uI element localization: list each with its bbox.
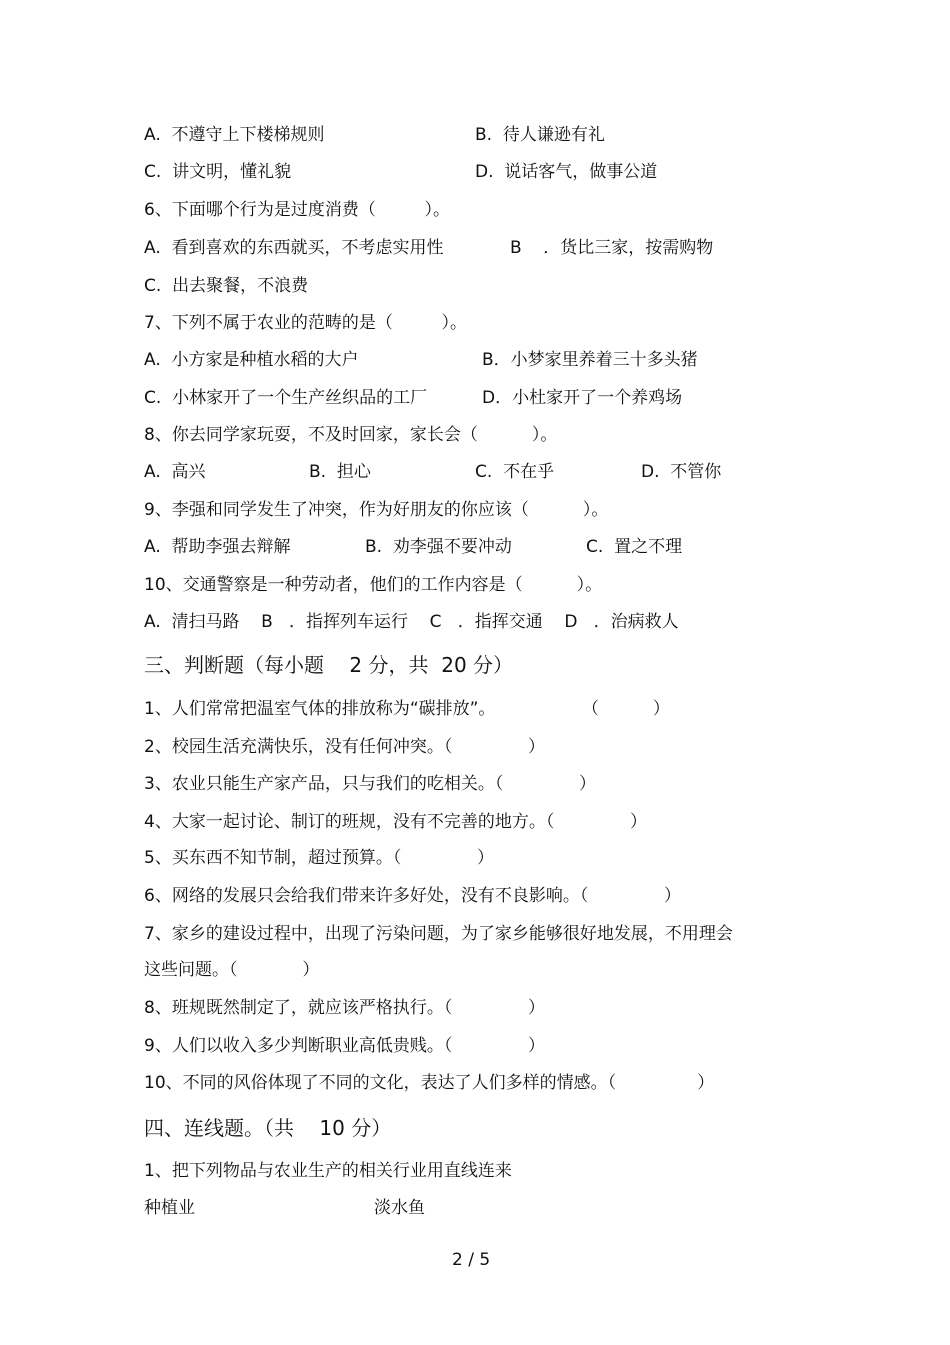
judge-item-7-cont: 这些问题。（ ） — [144, 960, 320, 980]
page-number: 2 / 5 — [452, 1250, 491, 1270]
judge-item-8: 8、班规既然制定了，就应该严格执行。（ ） — [144, 998, 545, 1018]
judge-item-1: 1、人们常常把温室气体的排放称为“碳排放”。 （ ） — [144, 699, 670, 719]
q7-option-b: B．小梦家里养着三十多头猪 — [482, 350, 698, 370]
q8-option-b: B. 担心 — [309, 462, 371, 482]
match-right-item: 淡水鱼 — [374, 1198, 425, 1218]
q9-option-c: C. 置之不理 — [586, 537, 683, 557]
judge-item-7: 7、家乡的建设过程中，出现了污染问题，为了家乡能够很好地发展，不用理会 — [144, 924, 733, 944]
match-left-item: 种植业 — [144, 1198, 195, 1218]
q7-stem: 7、下列不属于农业的范畴的是（ ）。 — [144, 313, 467, 333]
judge-item-9: 9、人们以收入多少判断职业高低贵贱。（ ） — [144, 1036, 545, 1056]
q7-option-c: C. 小林家开了一个生产丝织品的工厂 — [144, 388, 428, 408]
q6-option-b: B ．货比三家，按需购物 — [510, 238, 714, 258]
q5-option-d: D. 说话客气，做事公道 — [475, 162, 658, 182]
match-q1-stem: 1、把下列物品与农业生产的相关行业用直线连来 — [144, 1161, 512, 1181]
q9-option-b: B. 劝李强不要冲动 — [365, 537, 512, 557]
q8-stem: 8、你去同学家玩耍，不及时回家，家长会（ ）。 — [144, 425, 558, 445]
judge-item-5: 5、买东西不知节制，超过预算。（ ） — [144, 848, 494, 868]
q9-option-a: A. 帮助李强去辩解 — [144, 537, 291, 557]
q5-option-b: B. 待人谦逊有礼 — [475, 125, 605, 145]
judge-item-3: 3、农业只能生产家产品，只与我们的吃相关。（ ） — [144, 774, 596, 794]
q8-option-a: A. 高兴 — [144, 462, 206, 482]
section3-title: 三、判断题（每小题 2 分，共 20 分） — [144, 653, 514, 677]
judge-item-10: 10、不同的风俗体现了不同的文化，表达了人们多样的情感。（ ） — [144, 1073, 715, 1093]
judge-item-4: 4、大家一起讨论、制订的班规，没有不完善的地方。（ ） — [144, 812, 647, 832]
q8-option-c: C. 不在乎 — [475, 462, 555, 482]
q10-stem: 10、交通警察是一种劳动者，他们的工作内容是（ ）。 — [144, 575, 603, 595]
q10-options: A. 清扫马路 B ．指挥列车运行 C ．指挥交通 D ．治病救人 — [144, 612, 679, 632]
q6-stem: 6、下面哪个行为是过度消费（ ）。 — [144, 200, 450, 220]
q9-stem: 9、李强和同学发生了冲突，作为好朋友的你应该（ ）。 — [144, 500, 609, 520]
section4-title: 四、连线题。（共 10 分） — [144, 1116, 392, 1140]
q7-option-a: A. 小方家是种植水稻的大户 — [144, 350, 359, 370]
judge-item-6: 6、网络的发展只会给我们带来许多好处，没有不良影响。（ ） — [144, 886, 681, 906]
judge-item-2: 2、校园生活充满快乐，没有任何冲突。（ ） — [144, 737, 545, 757]
q5-option-a: A. 不遵守上下楼梯规则 — [144, 125, 325, 145]
q6-option-a: A. 看到喜欢的东西就买，不考虑实用性 — [144, 238, 444, 258]
q5-option-c: C. 讲文明，懂礼貌 — [144, 162, 292, 182]
q7-option-d: D．小杜家开了一个养鸡场 — [482, 388, 683, 408]
q8-option-d: D. 不管你 — [641, 462, 722, 482]
q6-option-c: C. 出去聚餐，不浪费 — [144, 276, 309, 296]
